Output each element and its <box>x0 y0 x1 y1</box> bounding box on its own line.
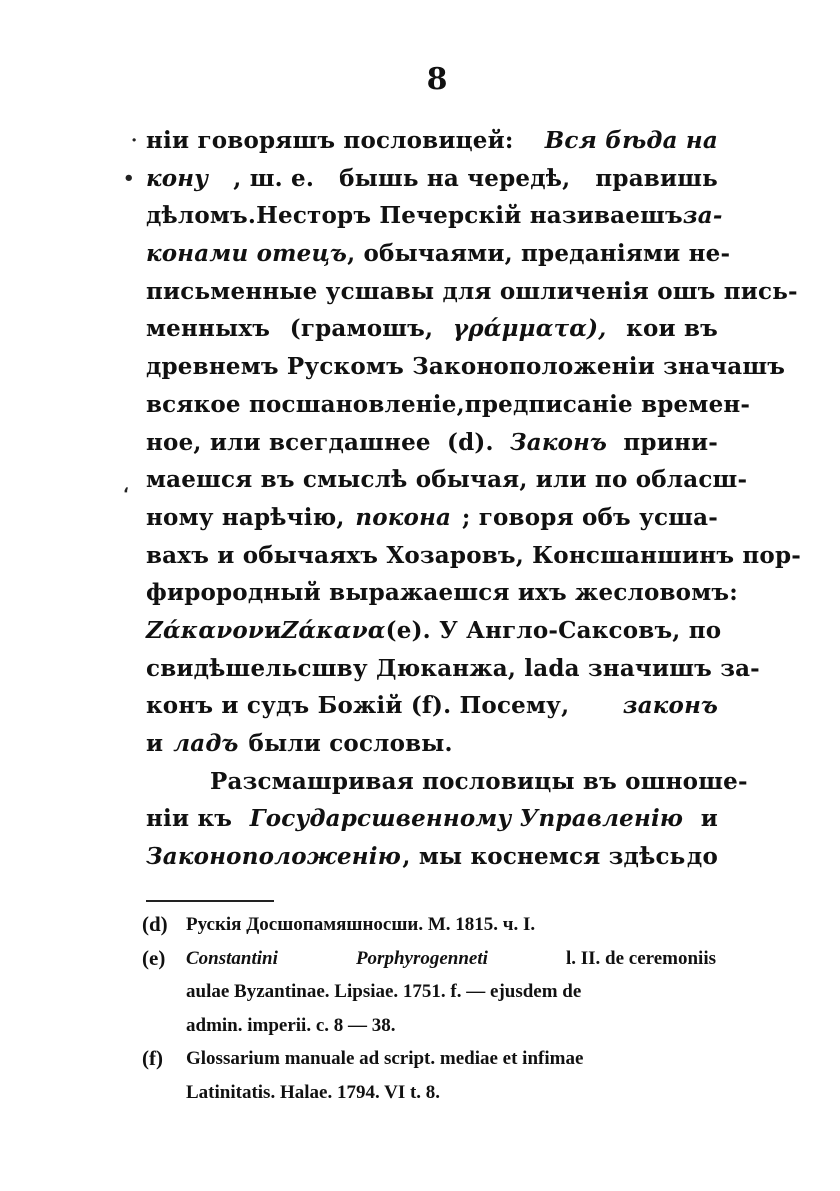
margin-mark: · <box>131 130 138 151</box>
text-line: конами отецъ , обычаями, преданіями не- <box>146 240 731 268</box>
text-line: кону , ш. е. бышь на чередѣ, правишь <box>146 164 718 192</box>
margin-mark: • <box>123 168 135 189</box>
footnote-text: Latinitatis. Halae. 1794. VI t. 8. <box>186 1081 441 1103</box>
footnote-marker: (d) <box>142 912 168 936</box>
margin-mark: ، <box>123 476 129 497</box>
footnote-text: aulae Byzantinae. Lipsiae. 1751. f. — ejusdem de <box>186 981 582 1002</box>
text-line: конъ и судъ Божій (f). Посему, законъ <box>146 692 718 720</box>
footnote-f <box>142 1042 716 1109</box>
text-line: всякое посшановленіе, предписаніе времен- <box>146 390 751 418</box>
text-line: вахъ и обычаяхъ Хозаровъ, Консшаншинъ пор- <box>146 541 801 569</box>
footnote-d <box>142 908 716 942</box>
page-number: 8 <box>426 62 448 97</box>
text-line: ніи къ Государсшвенному Управленію и <box>146 805 718 833</box>
text-line: ніи говоряшъ пословицей: Вся бѣда на <box>146 127 718 154</box>
text-line: Законоположенію , мы коснемся здѣсь до <box>146 843 718 871</box>
footnote-marker: (e) <box>142 945 166 970</box>
text-line: маешся въ смыслѣ обычая, или по обласш- <box>146 466 748 494</box>
text-line: фирородный выражаешся ихъ же словомъ: <box>146 579 738 607</box>
footnotes <box>142 908 716 1109</box>
footnote-text: l. II. de ceremoniis <box>565 947 716 969</box>
text-line: ному нарѣчію, покона ; говоря объ усша- <box>146 503 718 531</box>
footnote-text: Glossarium manuale ad script. mediae et infimae <box>186 1048 584 1069</box>
footnote-text: Constantini <box>186 947 278 969</box>
text-line: дѣломъ. Несторъ Печерскій називаешъ за- <box>146 202 723 230</box>
main-text <box>146 122 801 876</box>
text-line: Разсмашривая пословицы въ ошноше- <box>210 767 748 795</box>
footnote-divider <box>146 900 274 902</box>
text-line: древнемъ Рускомъ Законоположеніи значашъ <box>146 353 786 381</box>
footnote-e <box>142 942 716 1043</box>
footnote-text: Porphyrogenneti <box>355 947 488 969</box>
text-line: свидѣшельсшву Дюканжа, lada значишъ за- <box>146 654 760 682</box>
text-line: письменные усшавы для ошличенія ошъ пись- <box>146 277 798 305</box>
footnote-text: Рускія Досшопамяшносши. М. 1815. ч. I. <box>186 914 536 935</box>
text-line: Ζάκανον и Ζάκανα (e). У Англо-Саксовъ, по <box>146 616 722 644</box>
text-line: ное, или всегдашнее (d). Законъ прини- <box>146 428 718 456</box>
text-line: менныхъ (грамошъ, γράμματα), кои въ <box>146 315 718 343</box>
text-line: и ладъ были сословы. <box>146 730 453 757</box>
footnote-marker: (f) <box>142 1046 163 1070</box>
footnote-text: admin. imperii. c. 8 — 38. <box>186 1014 396 1036</box>
